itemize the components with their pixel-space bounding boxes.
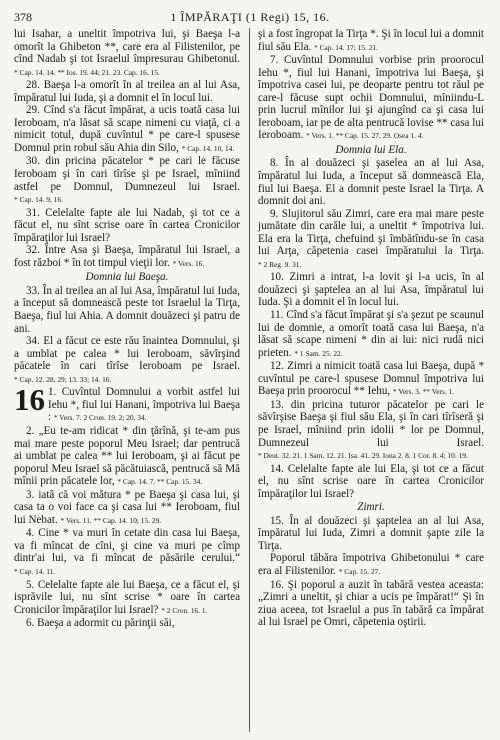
running-title: 1 ÎMPĂRAŢI (1 Regi) 15, 16. bbox=[170, 10, 330, 24]
verse-body: 30. din pricina păcatelor * pe cari le făcuse Ieroboam şi în cari tîrîse şi pe Israel, mîniind astfel pe Domnul, Dumnezeul lui Israel. bbox=[14, 155, 240, 193]
verse bbox=[14, 104, 240, 155]
verse-body: 16. Şi poporul a auzit în tabără vestea aceasta: „Zimri a uneltit, şi chiar a ucis pe împărat!“ Şi în ziua aceea, tot Israelul a pus în tabără ca împărat al lui Israel pe Omri, căpetenia oştirii. bbox=[258, 578, 484, 629]
cross-reference: * Cap. 14. 7. ** Cap. 15. 34. bbox=[117, 477, 203, 487]
cross-reference: * Cap. 15. 27. bbox=[338, 566, 381, 576]
verse-body: 28. Baeşa l-a omorît în al treilea an al lui Asa, împăratul lui Iuda, şi a domnit el în locul lui. bbox=[14, 79, 240, 104]
verse-body: 33. În al treilea an al lui Asa, împăratul lui Iuda, a început să domnească peste tot Israelul la Tirţa, Baeşa, fiul lui Ahia. A domnit douăzeci şi patru de ani. bbox=[14, 284, 240, 335]
cross-reference: * Cap. 14. 9, 16. bbox=[14, 195, 63, 205]
verse bbox=[258, 208, 484, 272]
verse-body: Poporul tăbăra împotriva Ghibetonului * care era al Filistenilor. bbox=[258, 552, 484, 577]
verse bbox=[14, 79, 240, 104]
verse-body: 8. În al douăzeci şi şaselea an al lui Asa, împăratul lui Iuda, a început să domnească Ela, fiul lui Baeşa. El a domnit peste Israel la Tirţa. A domnit doi ani. bbox=[258, 157, 484, 208]
verse-body: 6. Baeşa a adormit cu părinţii săi, bbox=[26, 617, 175, 630]
cross-reference: * Vers. 3. ** Vers. 1. bbox=[392, 387, 455, 397]
verse bbox=[14, 425, 240, 489]
verse bbox=[258, 157, 484, 207]
verse bbox=[258, 579, 484, 629]
page-number: 378 bbox=[14, 10, 32, 24]
verse bbox=[14, 579, 240, 618]
verse-body: 9. Slujitorul său Zimri, care era mai mare peste jumătate din carăle lui, a uneltit * împotriva lui. Ela era la Tirţa, chefuind şi îmbătîndu-se în casa lui Arţa, căpetenia casei împăratului la Tirţa. bbox=[258, 207, 484, 258]
verse-body: 11. Cînd s'a făcut împărat şi s'a şezut pe scaunul lui de domnie, a omorît toată casa lui Baeşa, n'a lăsat să scape nimeni * din ai lui: nici rudă nici prieten. bbox=[258, 309, 484, 359]
right-column bbox=[258, 28, 484, 629]
verse-body: 34. El a făcut ce este rău înaintea Domnului, şi a umblat pe calea * lui Ieroboam, săvîrşind păcatele în cari tîrîse Ieroboam pe Israel. bbox=[14, 335, 240, 373]
verse-body: 4. Cine * va muri în cetate din casa lui Baeşa, va fi mîncat de cîni, şi cine va muri pe cîmp dintr'ai lui, va fi mîncat de păsările cerului.“ bbox=[14, 527, 240, 565]
chapter-start bbox=[14, 382, 240, 425]
verse-body: 15. În al douăzeci şi şaptelea an al lui Asa, împăratul lui Iuda, Zimri a domnit şapte zile la Tirţa. bbox=[258, 514, 484, 552]
verse-body: 1. Cuvîntul Domnului a vorbit astfel lui Iehu *, fiul lui Hanani, împotriva lui Baeşa : bbox=[48, 386, 240, 424]
verse-body: şi a fost îngropat la Tirţa *. Şi în locul lui a domnit fiul său Ela. bbox=[258, 28, 484, 53]
verse-body: 10. Zimri a intrat, l-a lovit şi l-a ucis, în al douăzeci şi şaptelea an al lui Asa, împăratul lui Iuda. Şi a domnit el în locul lui. bbox=[258, 271, 484, 309]
verse-body: 29. Cînd s'a făcut împărat, a ucis toată casa lui Ieroboam, n'a lăsat să scape nimeni cu viaţă, ci a nimicit totul, după cuvîntul * pe care-l spusese Domnul prin robul său Ahia din Silo, bbox=[14, 104, 240, 154]
verse bbox=[14, 28, 240, 79]
verse-body: 2. „Eu te-am ridicat * din ţărînă, şi te-am pus mai mare peste poporul Meu Israel; dar pentrucă ai umblat pe calea ** lui Ieroboam, şi ai făcut pe poporul Meu Israel să păcătuiască, pentrucă să Mă mînii prin păcatele lor, bbox=[14, 424, 240, 488]
cross-reference: * Vers. 7. 2 Cron. 19. 2; 20. 34. bbox=[53, 413, 147, 423]
verse bbox=[258, 271, 484, 309]
verse bbox=[14, 244, 240, 270]
cross-reference: * Cap. 14. 14. ** Ios. 19. 44; 21. 23. Cap. 16. 15. bbox=[14, 67, 160, 77]
cross-reference: * 2 Reg. 9. 31. bbox=[258, 259, 302, 269]
verse bbox=[14, 527, 240, 578]
cross-reference: * Cap. 12. 28, 29; 13. 33; 14. 16. bbox=[14, 374, 112, 384]
cross-reference: * 2 Cron. 16. 1. bbox=[161, 605, 208, 615]
verse bbox=[14, 335, 240, 386]
verse bbox=[258, 309, 484, 360]
verse-body: 5. Celelalte fapte ale lui Baeşa, ce a făcut el, şi isprăvile lui, nu sînt scrise * oare în cartea Cronicilor împăraţilor lui Israel? bbox=[14, 578, 240, 616]
verse bbox=[258, 399, 484, 463]
chapter-number: 16 bbox=[14, 382, 45, 418]
page-header bbox=[14, 10, 486, 26]
section-heading: Zimri. bbox=[357, 501, 385, 514]
verse bbox=[258, 515, 484, 553]
cross-reference: * Cap. 14. 10, 14. bbox=[181, 143, 235, 153]
verse bbox=[258, 28, 484, 54]
verse bbox=[258, 552, 484, 578]
verse bbox=[14, 155, 240, 206]
verse bbox=[14, 207, 240, 245]
cross-reference: * Vers. 1. ** Cap. 15. 27, 29. Osea 1. 4. bbox=[306, 131, 424, 141]
verse bbox=[258, 463, 484, 501]
section-heading: Domnia lui Baeşa. bbox=[85, 271, 169, 284]
verse-body: 7. Cuvîntul Domnului vorbise prin proorocul Iehu *, fiul lui Hanani, împotriva lui Baeşa, şi împotriva casei lui, pe deoparte pentru tot răul pe care-l făcuse supt ochii Domnului, mîniindu-L prin lucrul mînilor lui şi ajungînd ca şi casa lui Ieroboam, iar pe de alta pentrucă lovise ** casa lui Ieroboam. bbox=[258, 54, 484, 142]
verse bbox=[258, 54, 484, 143]
verse-body: 31. Celelalte fapte ale lui Nadab, şi tot ce a făcut el, nu sînt scrise oare în cartea Cronicilor împăraţilor lui Israel? bbox=[14, 206, 240, 244]
column-divider bbox=[249, 28, 250, 732]
verse bbox=[14, 617, 240, 630]
cross-reference: * Vers. 11. ** Cap. 14. 10; 15. 29. bbox=[60, 515, 162, 525]
cross-reference: * Vers. 16. bbox=[172, 258, 205, 268]
verse-body: 13. din pricina tuturor păcatelor pe cari le săvîrşise Baeşa şi fiul său Ela, şi în cari tîrîseră şi pe Israel, mîniind prin idolii * lor pe Domnul, Dumnezeul lui Israel. bbox=[258, 398, 484, 449]
verse bbox=[14, 285, 240, 335]
left-column bbox=[14, 28, 240, 630]
cross-reference: * Deut. 32. 21. 1 Sam. 12. 21. Isa. 41. 29. Iona 2. 8. 1 Cor. 8. 4; 10. 19. bbox=[258, 451, 468, 461]
verse-body: 14. Celelalte fapte ale lui Ela, şi tot ce a făcut el, nu sînt scrise oare în cartea Cronicilor împăraţilor lui Israel? bbox=[258, 462, 484, 500]
verse-body: 3. iată că voi mătura * pe Baeşa şi casa lui, şi casa ta o voi face ca şi casa lui ** Ieroboam, fiul lui Nebat. bbox=[14, 488, 240, 526]
cross-reference: * 1 Sam. 25. 22. bbox=[294, 348, 343, 358]
verse bbox=[14, 489, 240, 528]
verse-body: 32. Între Asa şi Baeşa, împăratul lui Israel, a fost război * în tot timpul vieţii lor. bbox=[14, 244, 240, 269]
verse bbox=[258, 360, 484, 399]
verse-body: 12. Zimri a nimicit toată casa lui Baeşa, după * cuvîntul pe care-l spusese Domnul împotriva lui Baeşa prin proorocul ** Iehu, bbox=[258, 360, 484, 398]
section-heading: Domnia lui Ela. bbox=[335, 143, 407, 156]
cross-reference: * Cap. 14. 17; 15. 21. bbox=[314, 42, 378, 52]
verse-text bbox=[14, 382, 240, 425]
verse-body: lui Isahar, a uneltit împotriva lui, şi Baeşa l-a omorît la Ghibeton **, care era al Filistenilor, pe cînd Nadab şi tot Israelul împresurau Ghibetonul. bbox=[14, 28, 240, 66]
cross-reference: * Cap. 14. 11. bbox=[14, 566, 56, 576]
